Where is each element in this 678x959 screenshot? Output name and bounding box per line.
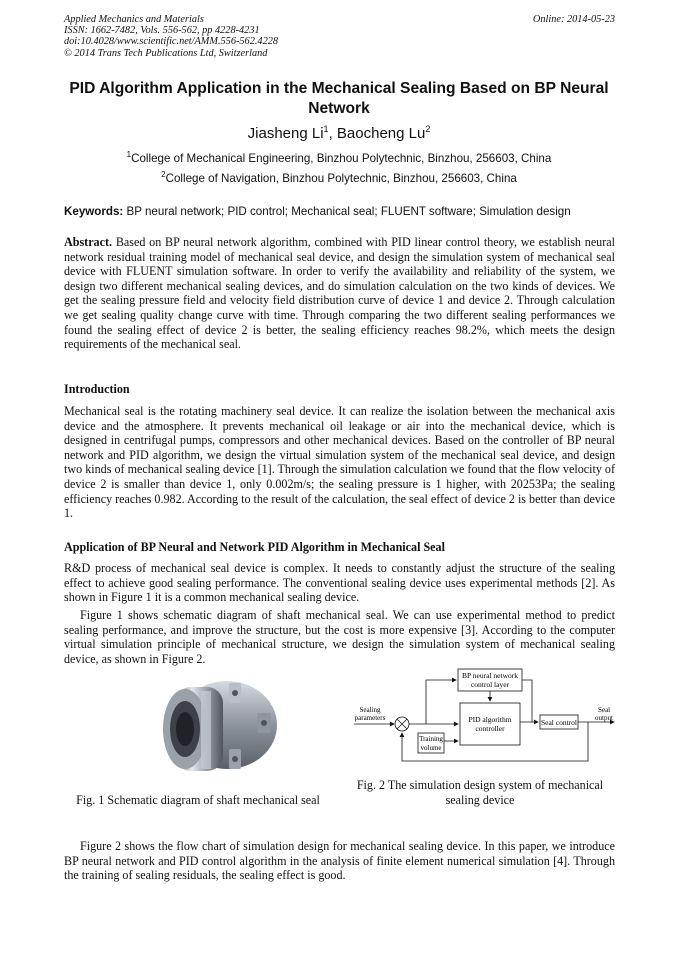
keywords-text: BP neural network; PID control; Mechanical seal; FLUENT software; Simulation design: [123, 205, 571, 218]
application-paragraph-2: Figure 1 shows schematic diagram of shaft mechanical seal. We can use experimental method to predict sealing performance, and improve the structure, but the cost is more expensive [3]. According to the computer virtual simulation principle of mechanical structure, we design the simulation system of mechanical sealing device, as shown in Figure 2.: [64, 608, 615, 666]
title-line-2: Network: [308, 100, 370, 117]
figure-1-caption: Fig. 1 Schematic diagram of shaft mechanical seal: [76, 793, 320, 807]
sealing-params-label-2: parameters: [354, 714, 386, 722]
online-date: Online: 2014-05-23: [532, 14, 615, 25]
author-1: Jiasheng Li: [247, 125, 324, 142]
affiliation-1-sup: 1: [126, 150, 132, 159]
keywords-label: Keywords:: [64, 205, 124, 218]
title-line-1: PID Algorithm Application in the Mechanical Sealing Based on BP Neural: [69, 80, 609, 97]
training-label-2: volume: [420, 744, 442, 752]
author-1-sup: 1: [323, 124, 329, 134]
author-list: [50, 124, 628, 142]
author-separator: ,: [328, 125, 337, 142]
paper-title: [50, 79, 628, 119]
seal-control-label: Seal control: [540, 718, 578, 727]
affiliation-2: [50, 170, 628, 185]
pid-label-1: PID algorithm: [468, 715, 512, 724]
doi-line: doi:10.4028/www.scientific.net/AMM.556-562.4228: [64, 36, 279, 48]
copyright-line: © 2014 Trans Tech Publications Ltd, Switzerland: [64, 47, 268, 59]
journal-header: [64, 14, 278, 59]
bp-label-1: BP neural network: [462, 671, 518, 680]
sealing-params-label-1: Sealing: [359, 706, 381, 714]
affiliation-2-text: College of Navigation, Binzhou Polytechnic, Binzhou, 256603, China: [165, 171, 517, 185]
training-label-1: Training: [419, 735, 443, 743]
simulation-design-diagram: [350, 665, 618, 773]
keywords: [64, 205, 624, 218]
section-heading-application: Application of BP Neural and Network PID Algorithm in Mechanical Seal: [64, 540, 445, 554]
author-2: Baocheng Lu: [336, 125, 426, 142]
seal-output-label-1: Seal: [597, 706, 611, 714]
author-2-sup: 2: [425, 124, 431, 134]
abstract-label: Abstract.: [64, 235, 113, 249]
application-paragraph-1: R&D process of mechanical seal device is complex. It needs to constantly adjust the structure of the sealing effect to achieve good sealing performance. The conventional sealing device uses experimental methods [2]. As shown in Figure 1 it is a common mechanical sealing device.: [64, 561, 615, 605]
journal-name: Applied Mechanics and Materials: [64, 14, 204, 25]
abstract-text: Based on BP neural network algorithm, combined with PID linear control theory, we establish neural network residual training model of mechanical seal device, and design the simulation system of mechanical seal device with FLUENT simulation software. In order to verify the availability and reliability of the system, we design two different mechanical sealing devices, and do simulation calculation on the two kinds of devices. We get the sealing pressure field and velocity field distribution curve of device 1 and device 2. Through calculation we get sealing quality change curve with time. Through comparing the two different sealing performances we found the sealing effect of device 2 is better, the sealing efficiency reaches 98.2%, which meets the design requirements of the mechanical seal.: [64, 235, 615, 352]
figure-2-caption: Fig. 2 The simulation design system of mechanical sealing device: [356, 778, 604, 807]
issn-line: ISSN: 1662-7482, Vols. 556-562, pp 4228-4231: [64, 25, 260, 37]
abstract: [64, 235, 615, 352]
introduction-paragraph: Mechanical seal is the rotating machinery seal device. It can realize the isolation between the mechanical axis device and the atmosphere. It prevents mechanical oil leakage or air into the mechanical device, which is designed in centrifugal pumps, compressors and other mechanical devices. Based on the controller of BP neural network and PID algorithm, we design the virtual simulation system of the mechanical seal device, and design two kinds of mechanical sealing device [1]. Through the simulation calculation we found that the flow velocity of device 2 is smaller than device 1, only 0.002m/s; the sealing pressure is 1 higher, with 20253Pa; the sealing efficiency reaches 0.982. According to the result of the calculation, the seal effect of device 2 is better than device 1.: [64, 404, 615, 521]
pid-label-2: controller: [475, 724, 505, 733]
section-heading-introduction: Introduction: [64, 382, 130, 396]
affiliation-1: [50, 150, 628, 165]
affiliation-1-text: College of Mechanical Engineering, Binzhou Polytechnic, Binzhou, 256603, China: [131, 151, 552, 165]
closing-paragraph: Figure 2 shows the flow chart of simulation design for mechanical sealing device. In this paper, we introduce BP neural network and PID control algorithm in the analysis of finite element numerical simulation [4]. Through the training of sealing residuals, the sealing effect is good.: [64, 839, 615, 883]
bp-label-2: control layer: [470, 680, 510, 689]
seal-output-label-2: output: [595, 714, 613, 722]
affiliation-2-sup: 2: [161, 170, 166, 179]
mechanical-seal-photo: [145, 673, 290, 787]
